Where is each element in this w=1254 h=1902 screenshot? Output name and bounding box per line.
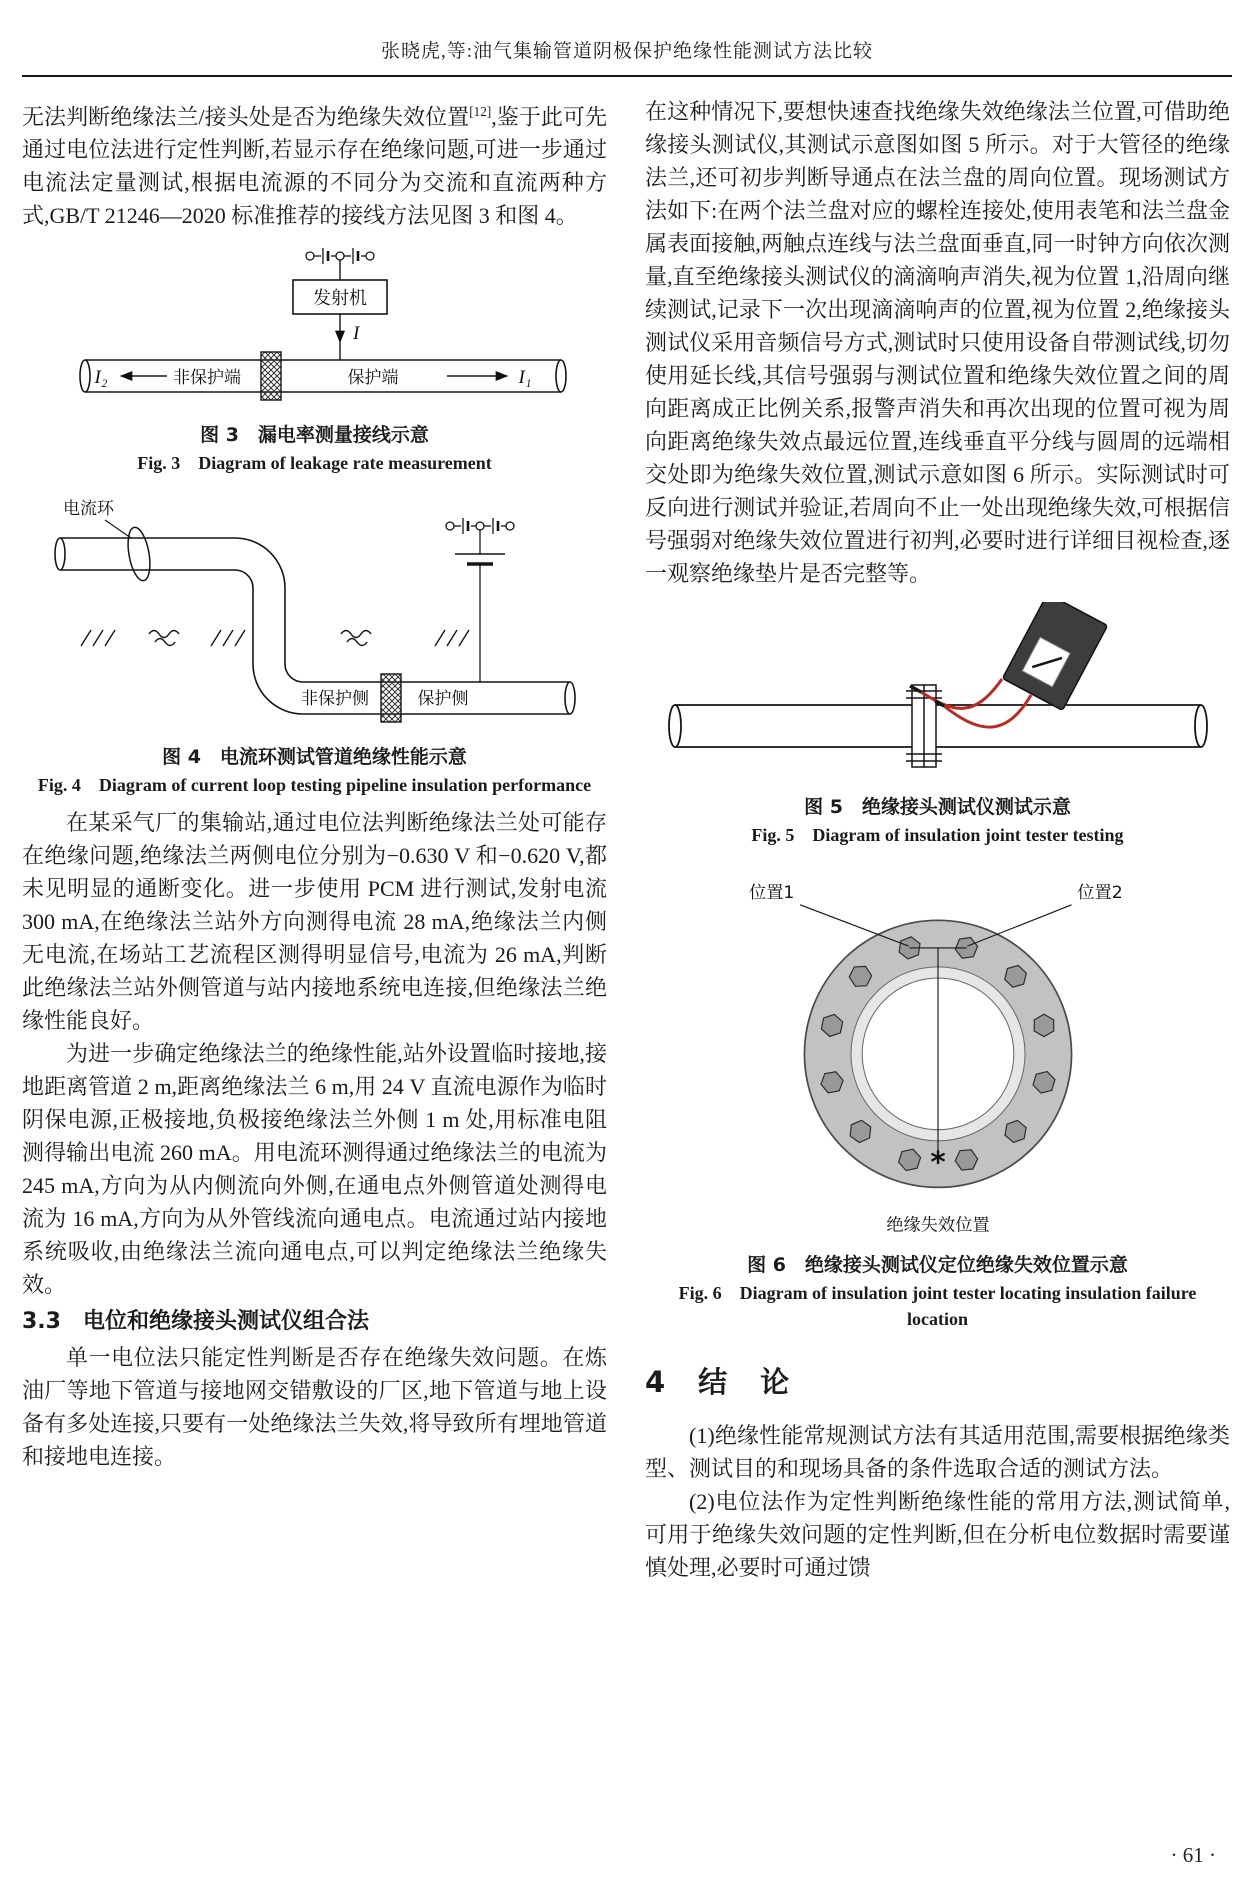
dc-source [446,518,514,682]
paragraph-conclusion-2: (2)电位法作为定性判断绝缘性能的常用方法,测试简单,可用于绝缘失效问题的定性判断,但在分析电位数据时需要谨慎处理,必要时可通过馈 [645,1489,1230,1580]
current-clamp-loop [124,526,153,583]
unprotected-side-label: 非保护侧 [300,689,369,710]
figure4-caption-cn: 图 4 电流环测试管道绝缘性能示意 [162,746,467,769]
text-run: 无法判断绝缘法兰/接头处是否为绝缘失效位置 [22,104,470,130]
section-heading-4-conclusion: 4 结 论 [645,1365,792,1399]
paragraph-continuation: 在这种情况下,要想快速查找绝缘失效绝缘法兰位置,可借助绝缘接头测试仪,其测试示意图如图 5 所示。对于大管径的绝缘法兰,还可初步判断导通点在法兰盘的周向位置。现场测试方法如下:在两个法兰盘对应的螺栓连接处,使用表笔和法兰盘金属表面接触,两触点连线与法兰盘面垂直,同一时钟方向依次测量,直至绝缘接头测试仪的滴滴响声消失,视为位置 1,沿周向继续测试,记录下一次出现滴滴响声的位置,视为位置 2,绝缘接头测试仪采用音频信号方式,测试时只使用设备自带测试线,切勿使用延长线,其信号强弱与测试位置和绝缘失效位置之间的周向距离成正比例关系,报警声消失和再次出现的位置可视为周向距离绝缘失效点最远位置,连线垂直平分线与圆周的远端相交处即为绝缘失效位置,测试示意如图 6 所示。实际测试时可反向进行测试并验证,若周向不止一处出现绝缘失效,可根据信号强弱对绝缘失效位置进行初判,必要时进行详细目视检查,逐一观察绝缘垫片是否完整等。 [645,99,1230,586]
figure4-diagram [35,488,595,738]
figure4-caption-en: Fig. 4 Diagram of current loop testing pipeline insulation performance [37,775,592,796]
figure5-diagram [653,602,1223,788]
current-label: I [352,323,359,345]
position1-label: 位置1 [748,882,794,903]
paragraph: 在某采气厂的集输站,通过电位法判断绝缘法兰处可能存在绝缘问题,绝缘法兰两侧电位分别为−0.630 V 和−0.620 V,都未见明显的通断变化。进一步使用 PCM 进行测试,发射电流 300 mA,在绝缘法兰站外方向测得电流 28 mA,绝缘法兰内侧无电流,在场站工艺流程区测得明显信号,电流为 26 mA,判断此绝缘法兰站外侧管道与站内接地系统电连接,但绝缘法兰绝缘性能良好。 [22,810,607,1034]
two-column-body [0,77,1254,1584]
paragraph-continuation [22,95,607,232]
figure-6 [645,860,1230,1332]
left-column [22,95,607,1584]
i2-label: I₂ [94,367,107,389]
figure6-caption-en: Fig. 6 Diagram of insulation joint tester locating insulation failure location [678,1283,1197,1329]
leader-pos1 [800,905,909,946]
joint-tester-device [1002,602,1107,710]
failure-marker: * [929,1144,946,1179]
page-number: · 61 · [1170,1843,1216,1867]
figure3-diagram [55,244,575,416]
protected-side-label: 保护侧 [417,689,468,710]
paragraph-conclusion-1: (1)绝缘性能常规测试方法有其适用范围,需要根据绝缘类型、测试目的和现场具备的条件选取合适的测试方法。 [645,1423,1230,1481]
figure3-caption-cn: 图 3 漏电率测量接线示意 [200,424,429,447]
figure-3 [22,244,607,476]
pipeline [55,538,575,714]
figure-4 [22,488,607,798]
protected-end-label: 保护端 [347,368,398,389]
text-run: ,鉴于此可先通过电位法进行定性判断,若显示存在绝缘问题,可进一步通过电流法定量测试,根据电流源的不同分为交流和直流两种方式,GB/T 21246—2020 标准推荐的接线方法见图 3 和图 4。 [22,104,607,229]
unprotected-end-label: 非保护端 [172,368,241,389]
figure6-diagram [688,860,1188,1246]
position2-label: 位置2 [1076,882,1123,903]
ground-surface-marks [81,630,469,646]
leader-pos2 [967,905,1071,946]
right-column [645,95,1230,1584]
figure5-caption-en: Fig. 5 Diagram of insulation joint tester testing [751,825,1124,845]
transmitter-label: 发射机 [312,288,367,310]
leader-line [105,520,131,538]
figure3-caption-en: Fig. 3 Diagram of leakage rate measurement [137,453,492,474]
figure-5 [645,602,1230,848]
figure6-caption-cn: 图 6 绝缘接头测试仪定位绝缘失效位置示意 [747,1254,1128,1276]
test-lead-right [944,695,1031,727]
paragraph: 为进一步确定绝缘法兰的绝缘性能,站外设置临时接地,接地距离管道 2 m,距离绝缘法兰 6 m,用 24 V 直流电源作为临时阴保电源,正极接地,负极接绝缘法兰外侧 1 m 处,用标准电阻测得输出电流 260 mA。用电流环测得通过绝缘法兰的电流为 245 mA,方向为从内侧流向外侧,在通电点外侧管道处测得电流为 16 mA,方向为从外管线流向通电点。电流通过站内接地系统吸收,由绝缘法兰流向通电点,可以判定绝缘法兰绝缘失效。 [22,1041,607,1298]
i1-label: I₁ [518,367,531,389]
insulating-flange [261,352,281,400]
figure5-caption-cn: 图 5 绝缘接头测试仪测试示意 [804,796,1071,818]
failure-position-label: 绝缘失效位置 [885,1215,990,1236]
section-heading-3-3: 3.3 电位和绝缘接头测试仪组合法 [22,1309,369,1335]
insulating-flange [381,674,401,722]
running-header: 张晓虎,等:油气集输管道阴极保护绝缘性能测试方法比较 [380,41,874,62]
current-loop-label: 电流环 [62,499,114,520]
citation-ref: [12] [469,104,492,119]
insulated-joint-flange [906,685,942,767]
pipeline [669,705,1207,747]
paragraph: 单一电位法只能定性判断是否存在绝缘失效问题。在炼油厂等地下管道与接地网交错敷设的厂区,地下管道与地上设备有多处连接,只要有一处绝缘法兰失效,将导致所有埋地管道和接地电连接。 [22,1345,607,1470]
flange-bolt [1034,1014,1053,1036]
